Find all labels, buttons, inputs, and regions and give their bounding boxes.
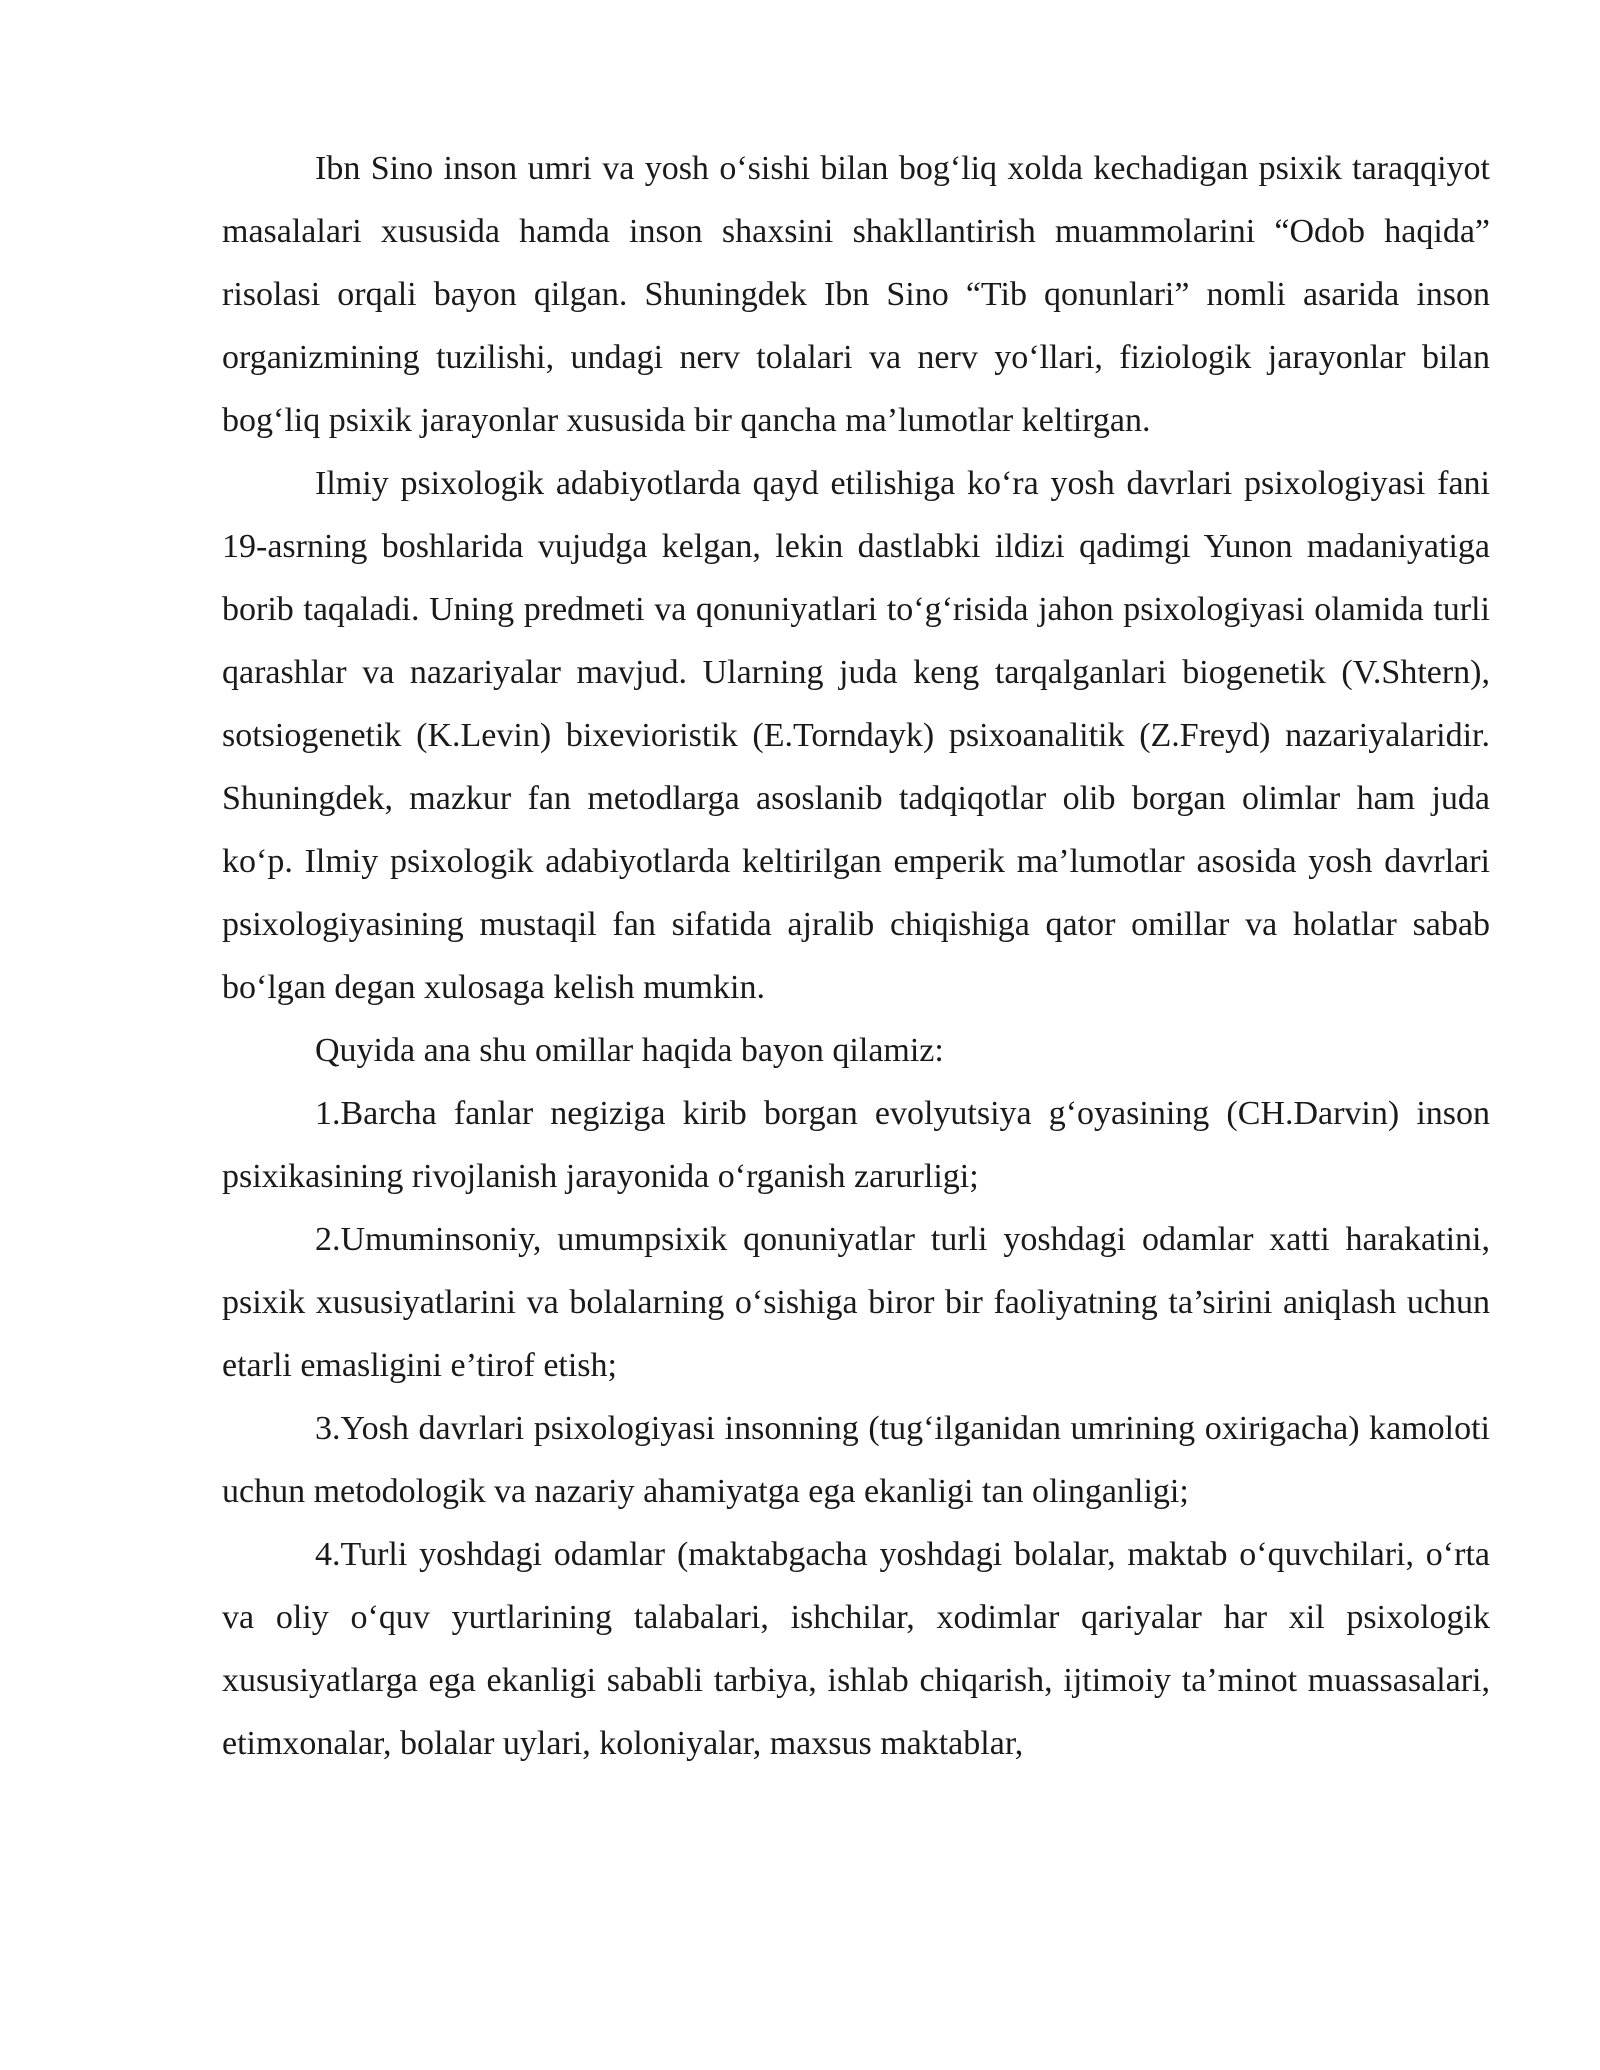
paragraph-ibn-sino: Ibn Sino inson umri va yosh o‘sishi bilan bog‘liq xolda kechadigan psixik taraqqiyot masalalari xususida hamda inson shaxsini shakllantirish muammolarini “Odob haqida” risolasi orqali bayon qilgan. Shuningdek Ibn Sino “Tib qonunlari” nomli asarida inson organizmining tuzilishi, undagi nerv tolalari va nerv yo‘llari, fiziologik jarayonlar bilan bog‘liq psixik jarayonlar xususida bir qancha ma’lumotlar keltirgan. — [222, 150, 1490, 439]
document-page — [222, 137, 1490, 1775]
list-item-4: 4.Turli yoshdagi odamlar (maktabgacha yoshdagi bolalar, maktab o‘quvchilari, o‘rta va oliy o‘quv yurtlarining talabalari, ishchilar, xodimlar qariyalar har xil psixologik xususiyatlarga ega ekanligi sababli tarbiya, ishlab chiqarish, ijtimoiy ta’minot muassasalari, etimxonalar, bolalar uylari, koloniyalar, maxsus maktablar, — [222, 1536, 1490, 1762]
paragraph-factors-intro: Quyida ana shu omillar haqida bayon qilamiz: — [315, 1032, 944, 1069]
list-item-2: 2.Umuminsoniy, umumpsixik qonuniyatlar turli yoshdagi odamlar xatti harakatini, psixik xususiyatlarini va bolalarning o‘sishiga biror bir faoliyatning ta’sirini aniqlash uchun etarli emasligini e’tirof etish; — [222, 1221, 1490, 1384]
paragraph-scientific-literature: Ilmiy psixologik adabiyotlarda qayd etilishiga ko‘ra yosh davrlari psixologiyasi fani 19-asrning boshlarida vujudga kelgan, lekin dastlabki ildizi qadimgi Yunon madaniyatiga borib taqaladi. Uning predmeti va qonuniyatlari to‘g‘risida jahon psixologiyasi olamida turli qarashlar va nazariyalar mavjud. Ularning juda keng tarqalganlari biogenetik (V.Shtern), sotsiogenetik (K.Levin) bixevioristik (E.Torndayk) psixoanalitik (Z.Freyd) nazariyalaridir. Shuningdek, mazkur fan metodlarga asoslanib tadqiqotlar olib borgan olimlar ham juda ko‘p. Ilmiy psixologik adabiyotlarda keltirilgan emperik ma’lumotlar asosida yosh davrlari psixologiyasining mustaqil fan sifatida ajralib chiqishiga qator omillar va holatlar sabab bo‘lgan degan xulosaga kelish mumkin. — [222, 465, 1490, 1006]
list-item-1: 1.Barcha fanlar negiziga kirib borgan evolyutsiya g‘oyasining (CH.Darvin) inson psixikasining rivojlanish jarayonida o‘rganish zarurligi; — [222, 1095, 1490, 1195]
list-item-3: 3.Yosh davrlari psixologiyasi insonning (tug‘ilganidan umrining oxirigacha) kamoloti uchun metodologik va nazariy ahamiyatga ega ekanligi tan olinganligi; — [222, 1410, 1490, 1510]
